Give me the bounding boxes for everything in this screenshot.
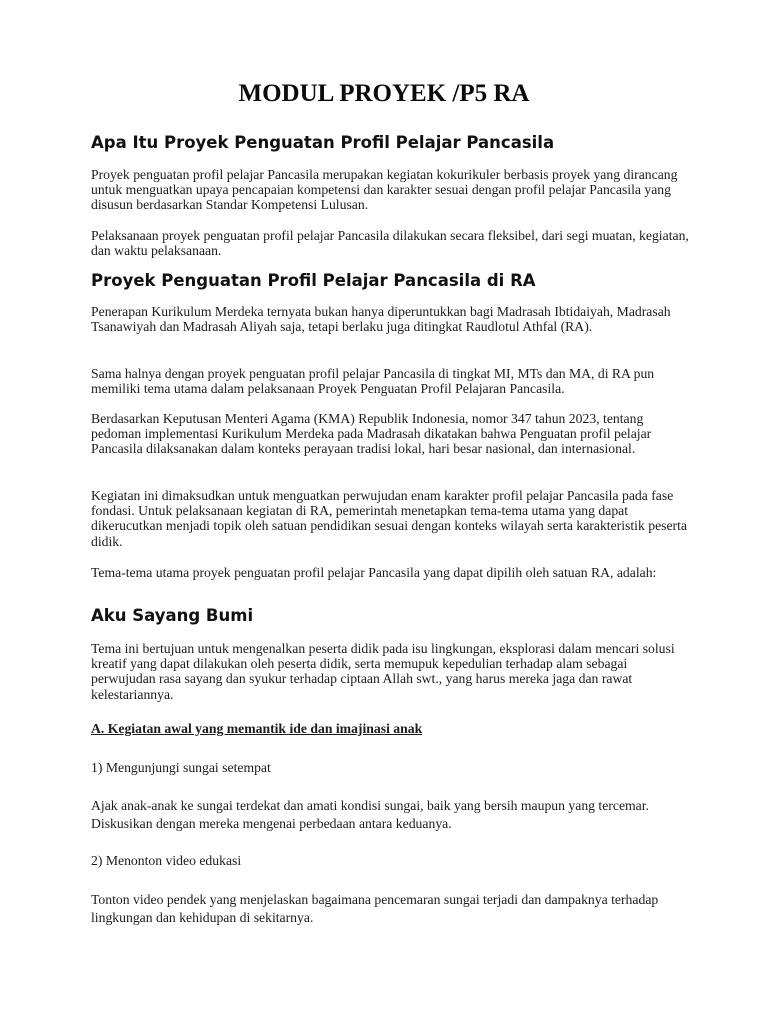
paragraph-sungai-desc: Ajak anak-anak ke sungai terdekat dan amati kondisi sungai, baik yang bersih maupun yang tercemar. Diskusikan dengan mereka mengenai perbedaan antara keduanya.: [91, 798, 649, 831]
paragraph-tema-tema: Tema-tema utama proyek penguatan profil pelajar Pancasila yang dapat dipilih oleh satuan RA, adalah:: [91, 565, 657, 580]
paragraph-kegiatan: Kegiatan ini dimaksudkan untuk menguatkan perwujudan enam karakter profil pelajar Pancasila pada fase fondasi. Untuk pelaksanaan kegiatan di RA, pemerintah menetapkan tema-tema utama yang dapat dikerucutkan menjadi topik oleh satuan pendidikan sesuai dengan konteks wilayah serta karakteristik peserta didik.: [91, 488, 687, 549]
paragraph-kurikulum-merdeka: Penerapan Kurikulum Merdeka ternyata bukan hanya diperuntukkan bagi Madrasah Ibtidaiyah, Madrasah Tsanawiyah dan Madrasah Aliyah saja, tetapi berlaku juga ditingkat Raudlotul Athfal (RA).: [91, 304, 671, 335]
heading-proyek-di-ra: Proyek Penguatan Profil Pelajar Pancasila di RA: [91, 271, 536, 290]
list-item-menonton-video: 2) Menonton video edukasi: [91, 853, 242, 868]
paragraph-tema-tujuan: Tema ini bertujuan untuk mengenalkan peserta didik pada isu lingkungan, eksplorasi dalam mencari solusi kreatif yang dapat dilakukan oleh peserta didik, serta memupuk kepedulian terhadap alam sebagai perwujudan rasa sayang dan syukur terhadap ciptaan Allah swt., yang harus mereka jaga dan rawat kelestariannya.: [91, 641, 675, 702]
paragraph-definition: Proyek penguatan profil pelajar Pancasila merupakan kegiatan kokurikuler berbasis proyek yang dirancang untuk menguatkan upaya pencapaian kompetensi dan karakter sesuai dengan profil pelajar Pancasila yang disusun berdasarkan Standar Kompetensi Lulusan.: [91, 167, 678, 213]
paragraph-video-desc: Tonton video pendek yang menjelaskan bagaimana pencemaran sungai terjadi dan dampaknya terhadap lingkungan dan kehidupan di sekitarnya.: [91, 892, 659, 925]
paragraph-kma: Berdasarkan Keputusan Menteri Agama (KMA) Republik Indonesia, nomor 347 tahun 2023, tentang pedoman implementasi Kurikulum Merdeka pada Madrasah dikatakan bahwa Penguatan profil pelajar Pancasila dilaksanakan dalam konteks perayaan tradisi lokal, hari besar nasional, dan internasional.: [91, 411, 652, 457]
paragraph-flexibility: Pelaksanaan proyek penguatan profil pelajar Pancasila dilakukan secara fleksibel, dari segi muatan, kegiatan, dan waktu pelaksanaan.: [91, 228, 689, 259]
section-heading-kegiatan-awal: A. Kegiatan awal yang memantik ide dan imajinasi anak: [91, 721, 423, 736]
list-item-mengunjungi-sungai: 1) Mengunjungi sungai setempat: [91, 760, 271, 775]
heading-aku-sayang-bumi: Aku Sayang Bumi: [91, 606, 254, 625]
document-title: MODUL PROYEK /P5 RA: [238, 80, 530, 107]
paragraph-tema-utama: Sama halnya dengan proyek penguatan profil pelajar Pancasila di tingkat MI, MTs dan MA, di RA pun memiliki tema utama dalam pelaksanaan Proyek Penguatan Profil Pelajaran Pancasila.: [91, 366, 655, 397]
heading-apa-itu-proyek: Apa Itu Proyek Penguatan Profil Pelajar Pancasila: [91, 133, 555, 152]
